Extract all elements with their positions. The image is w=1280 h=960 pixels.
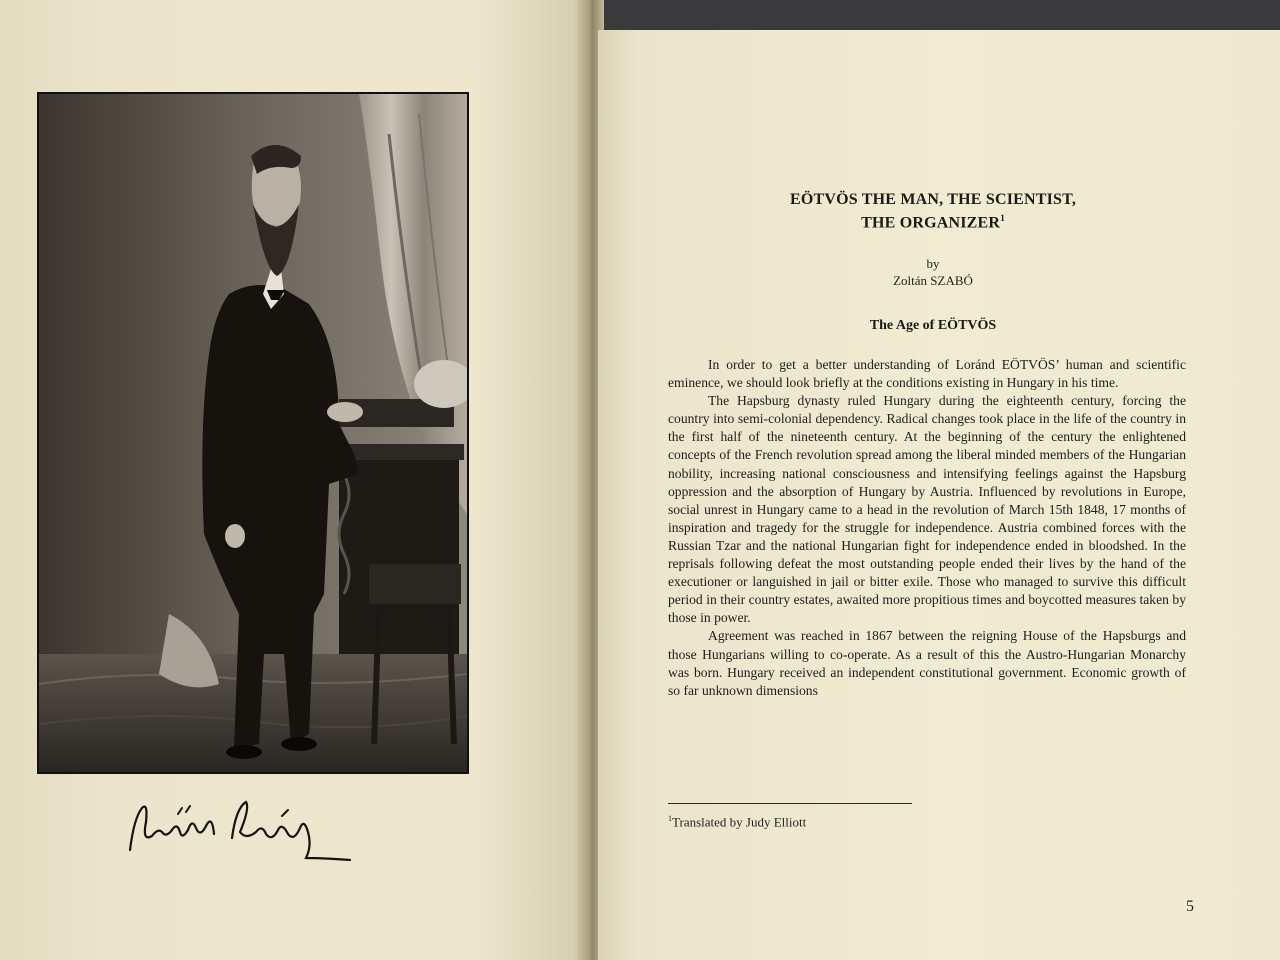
title-line-2-text: THE ORGANIZER bbox=[861, 214, 1001, 232]
portrait-photo bbox=[37, 92, 469, 774]
footnote-mark: 1 bbox=[668, 814, 672, 823]
title-line-2 bbox=[668, 209, 1198, 232]
article-title bbox=[668, 190, 1198, 232]
article-body bbox=[668, 356, 1186, 700]
paragraph-2: The Hapsburg dynasty ruled Hungary during the eighteenth century, forcing the country into semi-colonial dependency. Radical changes took place in the life of the country in the first half of the nineteenth century. At the beginning of the century the enlightened concepts of the French revolution spread among the liberal minded members of the Hungarian nobility, increasing national consciousness and intensifying feelings against the Hapsburg oppression and the absorption of Hungary by Austria. Influenced by revolutions in Europe, social unrest in Hungary came to a head in the revolution of March 15th 1848, 17 months of inspiration and tragedy for the struggle for independence. Austria combined forces with the Russian Tzar and the national Hungarian fight for independence ended in bloodshed. In the reprisals following defeat the most outstanding people ended their lives by the hand of the executioner or languished in jail or bitter exile. Those who managed to survive this difficult period in their country estates, awaited more propitious times and boycotted measures taken by those in power. bbox=[668, 393, 1186, 626]
author-name: Zoltán SZABÓ bbox=[893, 273, 973, 288]
footnote-text: Translated by Judy Elliott bbox=[672, 814, 807, 830]
portrait-illustration bbox=[39, 94, 467, 772]
byline: by bbox=[926, 256, 940, 271]
footnote-divider bbox=[668, 803, 912, 804]
paragraph-3: Agreement was reached in 1867 between the reigning House of the Hapsburgs and those Hungarians willing to co-operate. As a result of this the Austro-Hungarian Monarchy was born. Hungary received an independent constitutional government. Economic growth of so far unknown dimensions bbox=[668, 628, 1186, 698]
section-heading: The Age of EÖTVÖS bbox=[869, 318, 997, 333]
title-footnote-mark: 1 bbox=[1000, 213, 1005, 223]
title-line-1: EÖTVÖS THE MAN, THE SCIENTIST, bbox=[789, 191, 1077, 208]
signature bbox=[122, 788, 362, 868]
page-number: 5 bbox=[1186, 898, 1194, 915]
left-page bbox=[0, 0, 590, 960]
paragraph-1: In order to get a better understanding of Loránd EÖTVÖS’ human and scientific eminence, we should look briefly at the conditions existing in Hungary in his time. bbox=[668, 357, 1186, 391]
footnote bbox=[668, 814, 806, 830]
